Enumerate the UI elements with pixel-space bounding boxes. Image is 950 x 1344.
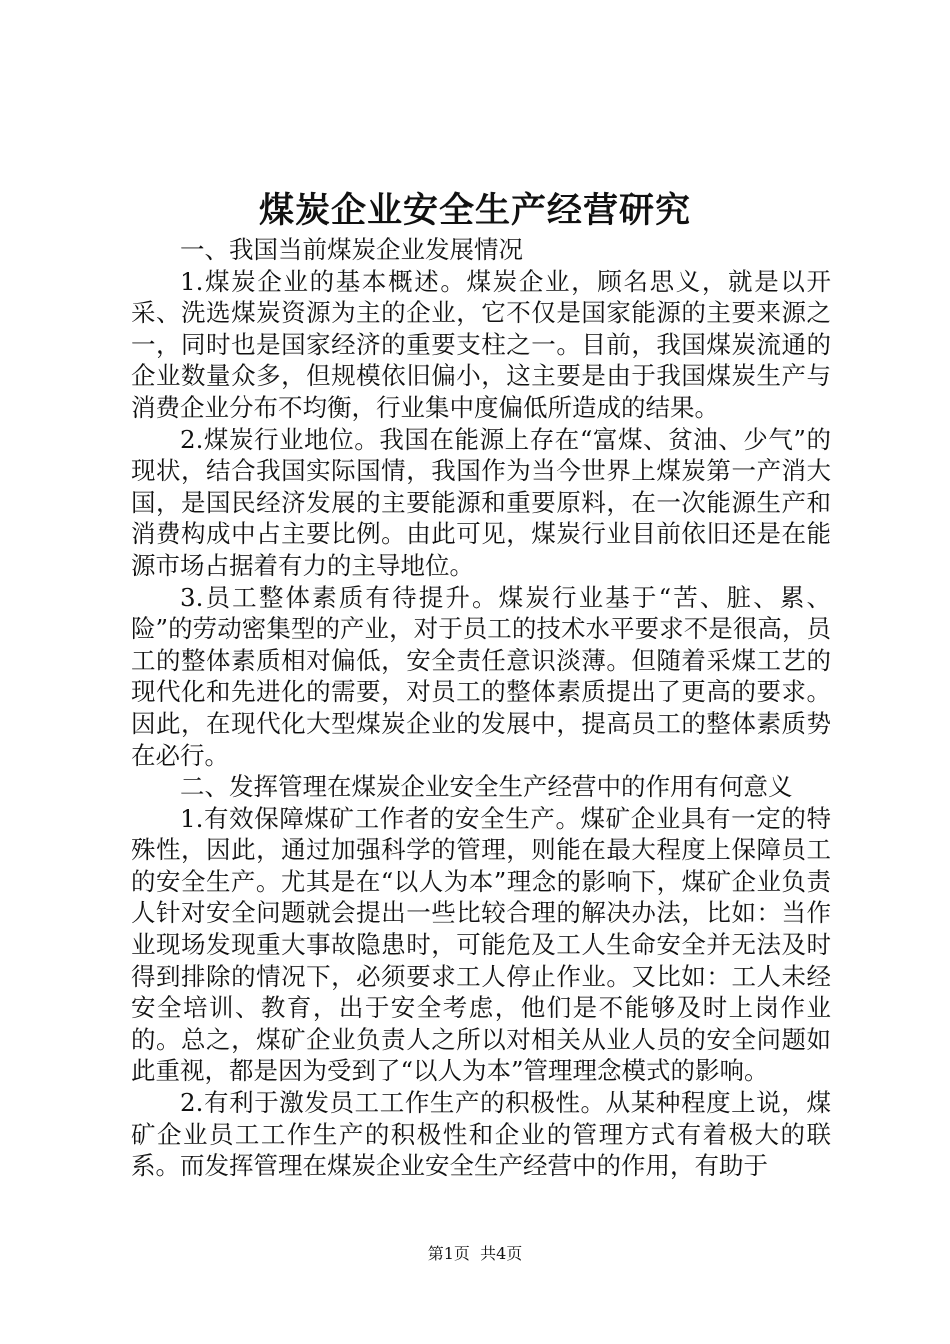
paragraph-2-1: 1.有效保障煤矿工作者的安全生产。煤矿企业具有一定的特殊性，因此，通过加强科学的管理，则能在最大程度上保障员工的安全生产。尤其是在“以人为本”理念的影响下，煤矿企业负责人针对安全问题就会提出一些比较合理的解决办法，比如：当作业现场发现重大事故隐患时，可能危及工人生命安全并无法及时得到排除的情况下，必须要求工人停止作业。又比如：工人未经安全培训、教育，出于安全考虑，他们是不能够及时上岗作业的。总之，煤矿企业负责人之所以对相关从业人员的安全问题如此重视，都是因为受到了“以人为本”管理理念模式的影响。	[131, 803, 831, 1086]
section-heading-1: 一、我国当前煤炭企业发展情况	[180, 235, 523, 264]
paragraph-1-3: 3.员工整体素质有待提升。煤炭行业基于“苦、脏、累、险”的劳动密集型的产业，对于员工的技术水平要求不是很高，员工的整体素质相对偏低，安全责任意识淡薄。但随着采煤工艺的现代化和先进化的需要，对员工的整体素质提出了更高的要求。因此，在现代化大型煤炭企业的发展中，提高员工的整体素质势在必行。	[131, 582, 831, 770]
page-number: 第1页	[427, 1244, 470, 1263]
paragraph-2-2: 2.有利于激发员工工作生产的积极性。从某种程度上说，煤矿企业员工工作生产的积极性和企业的管理方式有着极大的联系。而发挥管理在煤炭企业安全生产经营中的作用，有助于	[131, 1088, 831, 1181]
document-title: 煤炭企业安全生产经营研究	[258, 190, 691, 231]
paragraph-1-2: 2.煤炭行业地位。我国在能源上存在“富煤、贫油、少气”的现状，结合我国实际国情，我国作为当今世界上煤炭第一产消大国，是国民经济发展的主要能源和重要原料，在一次能源生产和消费构成中占主要比例。由此可见，煤炭行业目前依旧还是在能源市场占据着有力的主导地位。	[131, 424, 831, 580]
section-heading-2: 二、发挥管理在煤炭企业安全生产经营中的作用有何意义	[180, 772, 793, 802]
document-body	[131, 234, 831, 1182]
page-total: 共4页	[480, 1244, 523, 1263]
page-footer	[0, 1243, 950, 1265]
paragraph-1-1: 1.煤炭企业的基本概述。煤炭企业，顾名思义，就是以开采、洗选煤炭资源为主的企业，它不仅是国家能源的主要来源之一，同时也是国家经济的重要支柱之一。目前，我国煤炭流通的企业数量众多，但规模依旧偏小，这主要是由于我国煤炭生产与消费企业分布不均衡，行业集中度偏低所造成的结果。	[131, 266, 831, 422]
